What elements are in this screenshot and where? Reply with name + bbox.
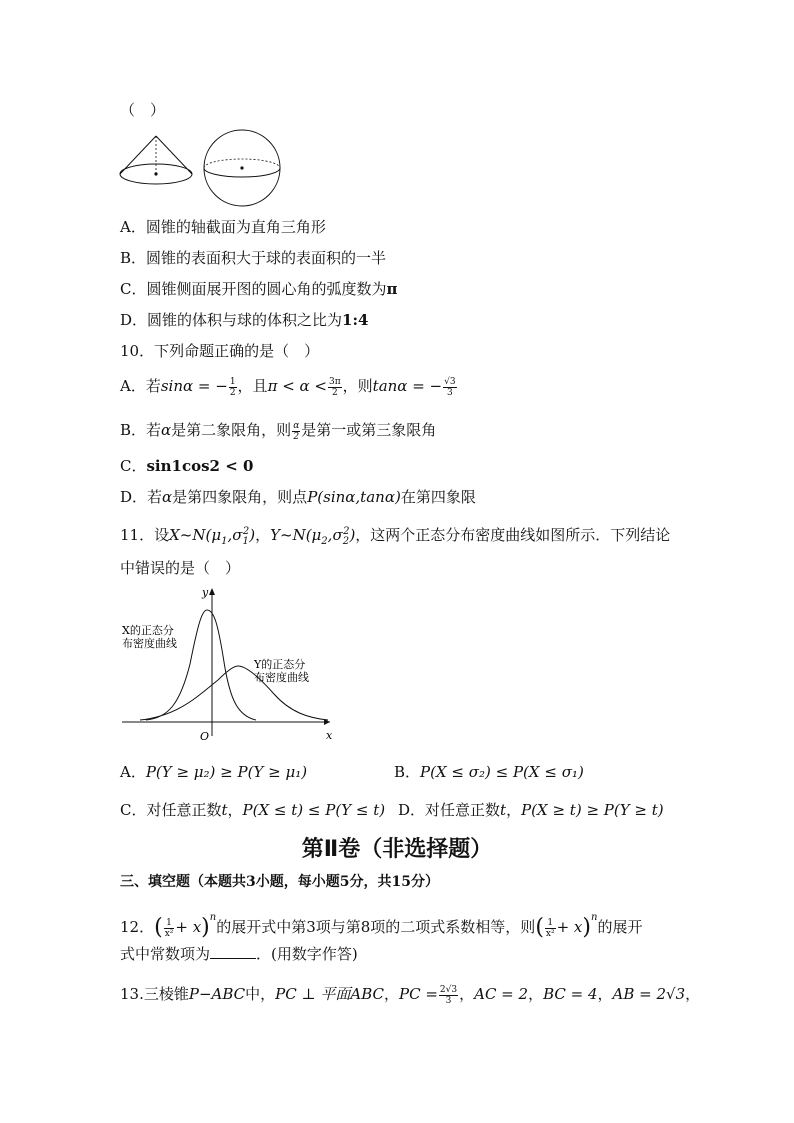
q11-option-b: B．P(X ≤ σ₂) ≤ P(X ≤ σ₁): [394, 763, 584, 781]
q11-option-c: C．对任意正数t，P(X ≤ t) ≤ P(Y ≤ t): [120, 801, 386, 819]
q11-stem: 11．设$X\sim N(\mu_1,\sigma_1^2)$，$Y\sim N(\mu_2,\sigma_2^2)$，这两个正态分布密度曲线如图所示．下列结论: [120, 526, 671, 547]
x-curve-label-2: 布密度曲线: [122, 637, 177, 650]
x-curve-label-1: X的正态分: [122, 624, 174, 637]
q10-stem: 10．下列命题正确的是（ ）: [120, 342, 320, 360]
q9-option-d: D．圆锥的体积与球的体积之比为1:4: [120, 311, 369, 329]
y-axis-label: y: [202, 586, 209, 599]
cone-figure: [120, 136, 192, 184]
q11-option-d: D．对任意正数t，P(X ≥ t) ≥ P(Y ≥ t): [398, 801, 664, 819]
section-title: 第Ⅱ卷（非选择题）: [301, 837, 493, 862]
y-curve-label-1: Y的正态分: [254, 658, 306, 671]
cone-right-edge: [156, 136, 192, 174]
normal-distribution-graph: [118, 584, 338, 744]
question-paren: （ ）: [120, 101, 166, 119]
q10-option-a: A．若sinα = − $\frac{1}{2}$ ，且π < α < $\frac{3\pi}{2}$ ，则tanα = − $\frac{√3}{3}$: [120, 376, 456, 398]
part3-title: 三、填空题（本题共3小题，每小题5分，共15分）: [120, 874, 439, 890]
q10-option-b: B．若α是第二象限角，则 $\frac{\alpha}{2}$ 是第一或第三象限角: [120, 420, 437, 442]
q12-line1: 12．( $\frac{1}{\text{x²}}$ + x)$^n$的展开式中第3项与第8项的二项式系数相等，则( $\frac{1}{\text{x²}}$ + x)$^n$的展开: [120, 912, 643, 940]
cone-sphere-figure: [118, 128, 290, 208]
cone-center-dot: [154, 172, 157, 175]
y-axis-arrow: [209, 588, 215, 595]
q9-option-b: B．圆锥的表面积大于球的表面积的一半: [120, 249, 387, 267]
q11-stem-line2: 中错误的是（ ）: [120, 559, 241, 577]
sphere-center-dot: [240, 166, 243, 169]
cone-left-edge: [120, 136, 156, 174]
q12-line2: 式中常数项为 ．(用数字作答): [120, 945, 358, 963]
q10-option-d: D．若α是第四象限角，则点P(sinα,tanα)在第四象限: [120, 488, 476, 506]
answer-blank[interactable]: [210, 958, 256, 959]
q13-line: 13.三棱锥P−ABC中，PC ⊥ 平面ABC，PC = $\frac{2√3}{3}$ ，AC = 2，BC = 4，AB = 2√3，: [120, 984, 701, 1006]
x-axis-label: x: [326, 729, 333, 742]
q9-option-a: A．圆锥的轴截面为直角三角形: [120, 218, 326, 236]
q9-option-c: C．圆锥侧面展开图的圆心角的弧度数为π: [120, 280, 398, 298]
sphere-figure: [204, 130, 280, 206]
origin-label: O: [200, 730, 210, 743]
y-curve-label-2: 布密度曲线: [254, 671, 309, 684]
q11-option-a: A．P(Y ≥ μ₂) ≥ P(Y ≥ μ₁): [120, 763, 308, 781]
q10-option-c: C．sin1cos2 < 0: [120, 457, 254, 475]
